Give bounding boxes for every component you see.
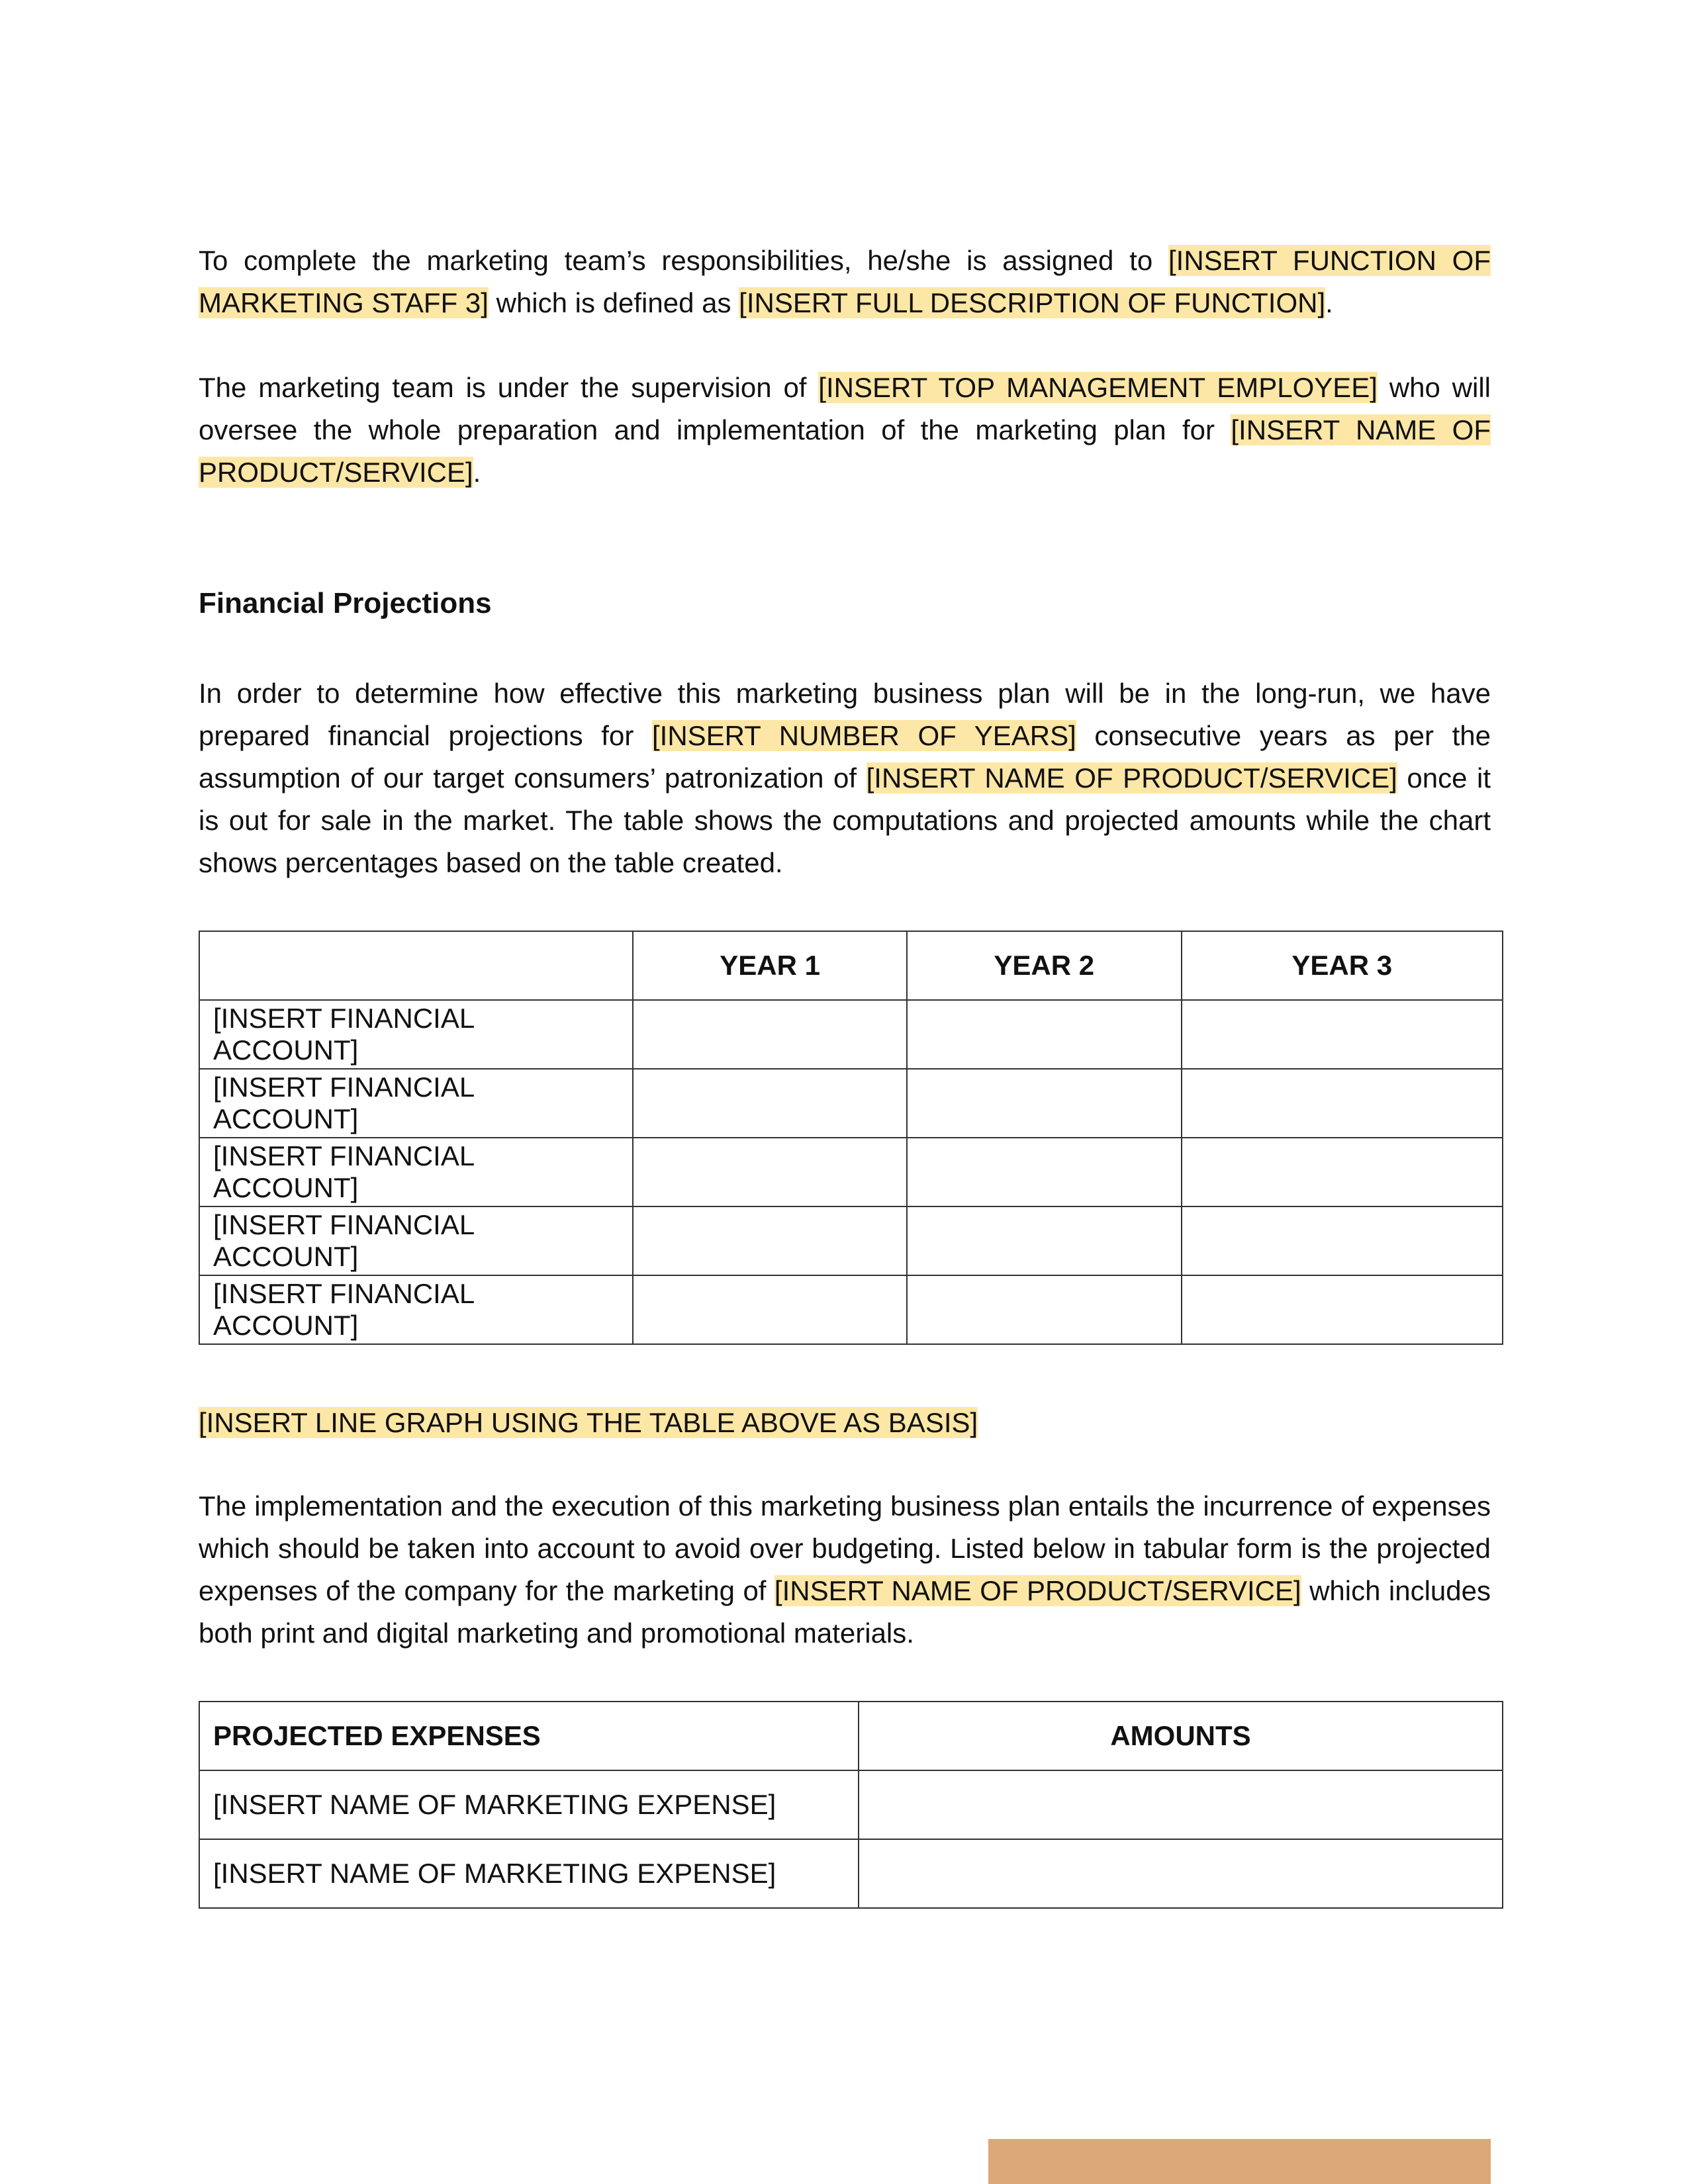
placeholder-highlight: [INSERT NUMBER OF YEARS] [651,720,1076,751]
placeholder-highlight: [INSERT NAME OF PRODUCT/SERVICE] [774,1575,1301,1606]
paragraph-expenses-intro [199,1485,1491,1655]
text-span: consecutive years as per the assumption of our target consumers’ patronization of [199,720,1491,794]
placeholder-highlight: [INSERT NAME OF PRODUCT/SERVICE] [866,762,1397,794]
text-span: To complete the marketing team’s responsibilities, he/she is assigned to [199,245,1168,276]
placeholder-highlight: [INSERT LINE GRAPH USING THE TABLE ABOVE AS BASIS] [199,1407,978,1438]
financial-account-cell[interactable]: [INSERT FINANCIAL ACCOUNT] [199,1069,633,1138]
value-cell[interactable] [907,1138,1182,1206]
value-cell[interactable] [1182,1206,1503,1275]
table-row [199,1138,1503,1206]
table-header-row [199,1702,1503,1770]
amount-cell[interactable] [859,1839,1503,1908]
expense-name-cell[interactable]: [INSERT NAME OF MARKETING EXPENSE] [199,1839,859,1908]
table-header-row [199,931,1503,1000]
table-row [199,1275,1503,1344]
value-cell[interactable] [633,1000,907,1069]
table-header-cell: YEAR 3 [1182,931,1503,1000]
footer-accent-bar [988,2139,1491,2184]
placeholder-highlight: [INSERT FUNCTION OF MARKETING STAFF 3] [199,245,1491,318]
table-header-cell: AMOUNTS [859,1702,1503,1770]
financial-account-cell[interactable]: [INSERT FINANCIAL ACCOUNT] [199,1275,633,1344]
amount-cell[interactable] [859,1770,1503,1839]
value-cell[interactable] [633,1069,907,1138]
value-cell[interactable] [907,1069,1182,1138]
text-span: . [1325,287,1333,318]
financial-account-cell[interactable]: [INSERT FINANCIAL ACCOUNT] [199,1138,633,1206]
table-row [199,1069,1503,1138]
value-cell[interactable] [1182,1069,1503,1138]
financial-account-cell[interactable]: [INSERT FINANCIAL ACCOUNT] [199,1206,633,1275]
value-cell[interactable] [1182,1138,1503,1206]
table-header-cell: PROJECTED EXPENSES [199,1702,859,1770]
value-cell[interactable] [1182,1000,1503,1069]
text-span: In order to determine how effective this marketing business plan will be in the long-run, we have prepared financial projections for [199,678,1491,751]
table-row [199,1839,1503,1908]
value-cell[interactable] [633,1138,907,1206]
text-span: which includes both print and digital marketing and promotional materials. [199,1575,1491,1649]
value-cell[interactable] [633,1275,907,1344]
table-header-cell: YEAR 1 [633,931,907,1000]
paragraph-marketing-staff-3 [199,240,1491,324]
value-cell[interactable] [1182,1275,1503,1344]
value-cell[interactable] [633,1206,907,1275]
text-span: once it is out for sale in the market. The table shows the computations and projected amounts while the chart shows percentages based on the table created. [199,762,1491,878]
text-span: The implementation and the execution of this marketing business plan entails the incurrence of expenses which should be taken into account to avoid over budgeting. Listed below in tabular form is the projected expenses of the company for the marketing of [199,1490,1491,1606]
value-cell[interactable] [907,1206,1182,1275]
financial-account-cell[interactable]: [INSERT FINANCIAL ACCOUNT] [199,1000,633,1069]
text-span: who will oversee the whole preparation and implementation of the marketing plan for [199,372,1491,445]
table-row [199,1770,1503,1839]
graph-placeholder [199,1402,978,1444]
text-span: . [473,457,481,488]
placeholder-highlight: [INSERT NAME OF PRODUCT/SERVICE] [199,414,1491,488]
expenses-table [199,1701,1503,1909]
section-heading: Financial Projections [199,587,492,619]
placeholder-highlight: [INSERT FULL DESCRIPTION OF FUNCTION] [739,287,1326,318]
table-header-cell [199,931,633,1000]
table-row [199,1206,1503,1275]
expense-name-cell[interactable]: [INSERT NAME OF MARKETING EXPENSE] [199,1770,859,1839]
table-header-cell: YEAR 2 [907,931,1182,1000]
table-row [199,1000,1503,1069]
value-cell[interactable] [907,1275,1182,1344]
placeholder-highlight: [INSERT TOP MANAGEMENT EMPLOYEE] [818,372,1378,403]
projections-table [199,931,1503,1345]
text-span: which is defined as [488,287,739,318]
value-cell[interactable] [907,1000,1182,1069]
text-span: The marketing team is under the supervision of [199,372,819,403]
paragraph-supervision [199,367,1491,494]
paragraph-financial-intro [199,672,1491,884]
